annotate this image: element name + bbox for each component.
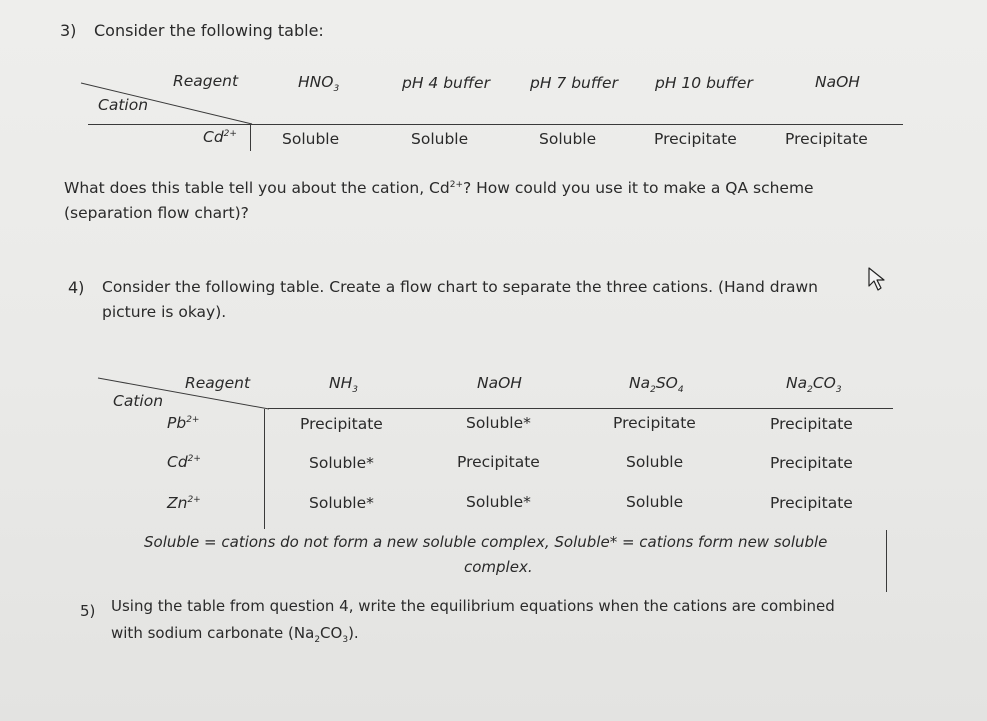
q3-result-ph10: Precipitate	[654, 130, 737, 148]
q4-cell: Soluble	[626, 493, 684, 511]
q3-header-rule	[88, 124, 903, 125]
q3-reagent-naoh: NaOH	[815, 73, 860, 91]
q3-result-ph7: Soluble	[539, 130, 597, 148]
q3-diagonal-divider	[80, 82, 255, 127]
q5-line1: Using the table from question 4, write the equilibrium equations when the cations are combined	[111, 597, 835, 615]
q3-result-hno3: Soluble	[282, 130, 340, 148]
q4-footnote-line2: complex.	[464, 558, 533, 576]
q4-diagonal-divider	[97, 377, 272, 412]
mouse-pointer-icon	[867, 266, 889, 292]
q5-number: 5)	[80, 602, 96, 620]
q3-reagent-ph10: pH 10 buffer	[655, 74, 753, 92]
q4-cell: Precipitate	[613, 414, 696, 432]
q4-prompt-line1: Consider the following table. Create a flow chart to separate the three cations. (Hand drawn	[102, 278, 818, 296]
q4-cell: Soluble*	[466, 493, 531, 511]
q4-reagent-na2so4: $Na_2SO_4$	[629, 374, 684, 396]
q4-cell: Soluble*	[466, 414, 531, 432]
q4-number: 4)	[68, 278, 85, 297]
q4-row-cation: $Pb^{2+}$	[167, 414, 200, 432]
q4-cell: Precipitate	[300, 415, 383, 433]
q4-reagent-nh3: $NH_3$	[329, 374, 358, 396]
q3-cation-cd: $Cd^{2+}$	[203, 128, 237, 146]
q3-reagent-hno3: $HNO_3$	[298, 73, 340, 95]
q3-result-ph4: Soluble	[411, 130, 469, 148]
q3-column-rule	[250, 125, 251, 151]
q4-header-rule	[268, 408, 893, 409]
q4-cation-label: Cation	[113, 392, 164, 410]
q4-reagent-naoh: NaOH	[477, 374, 522, 392]
q4-reagent-na2co3: $Na_2CO_3$	[786, 374, 842, 396]
q3-question-line2: (separation flow chart)?	[64, 204, 249, 222]
q3-reagent-ph4: pH 4 buffer	[402, 74, 490, 92]
q5-line2: with sodium carbonate $(Na_2CO_3)$.	[111, 624, 359, 645]
q3-reagent-ph7: pH 7 buffer	[530, 74, 618, 92]
q4-cell: Precipitate	[770, 494, 853, 512]
q4-cell: Soluble*	[309, 454, 374, 472]
q4-cell: Precipitate	[770, 415, 853, 433]
q3-prompt: Consider the following table:	[94, 21, 324, 40]
q3-result-naoh: Precipitate	[785, 130, 868, 148]
q4-footnote-line1: Soluble = cations do not form a new soluble complex, Soluble* = cations form new soluble	[144, 533, 828, 551]
q4-cell: Precipitate	[770, 454, 853, 472]
q4-reagent-label: Reagent	[185, 374, 251, 392]
q3-question-line1: What does this table tell you about the cation, $Cd^{2+}$? How could you use it to make a QA scheme	[64, 179, 814, 197]
q4-row-cation: $Zn^{2+}$	[167, 494, 201, 512]
q3-reagent-label: Reagent	[173, 72, 239, 90]
q4-cell: Soluble	[626, 453, 684, 471]
q4-cell: Soluble*	[309, 494, 374, 512]
q4-prompt-line2: picture is okay).	[102, 303, 227, 321]
q3-number: 3)	[60, 21, 77, 40]
q4-cell: Precipitate	[457, 453, 540, 471]
q4-column-rule	[264, 409, 265, 529]
margin-mark	[886, 530, 887, 592]
q3-cation-label: Cation	[98, 96, 149, 114]
q4-row-cation: $Cd^{2+}$	[167, 453, 201, 471]
